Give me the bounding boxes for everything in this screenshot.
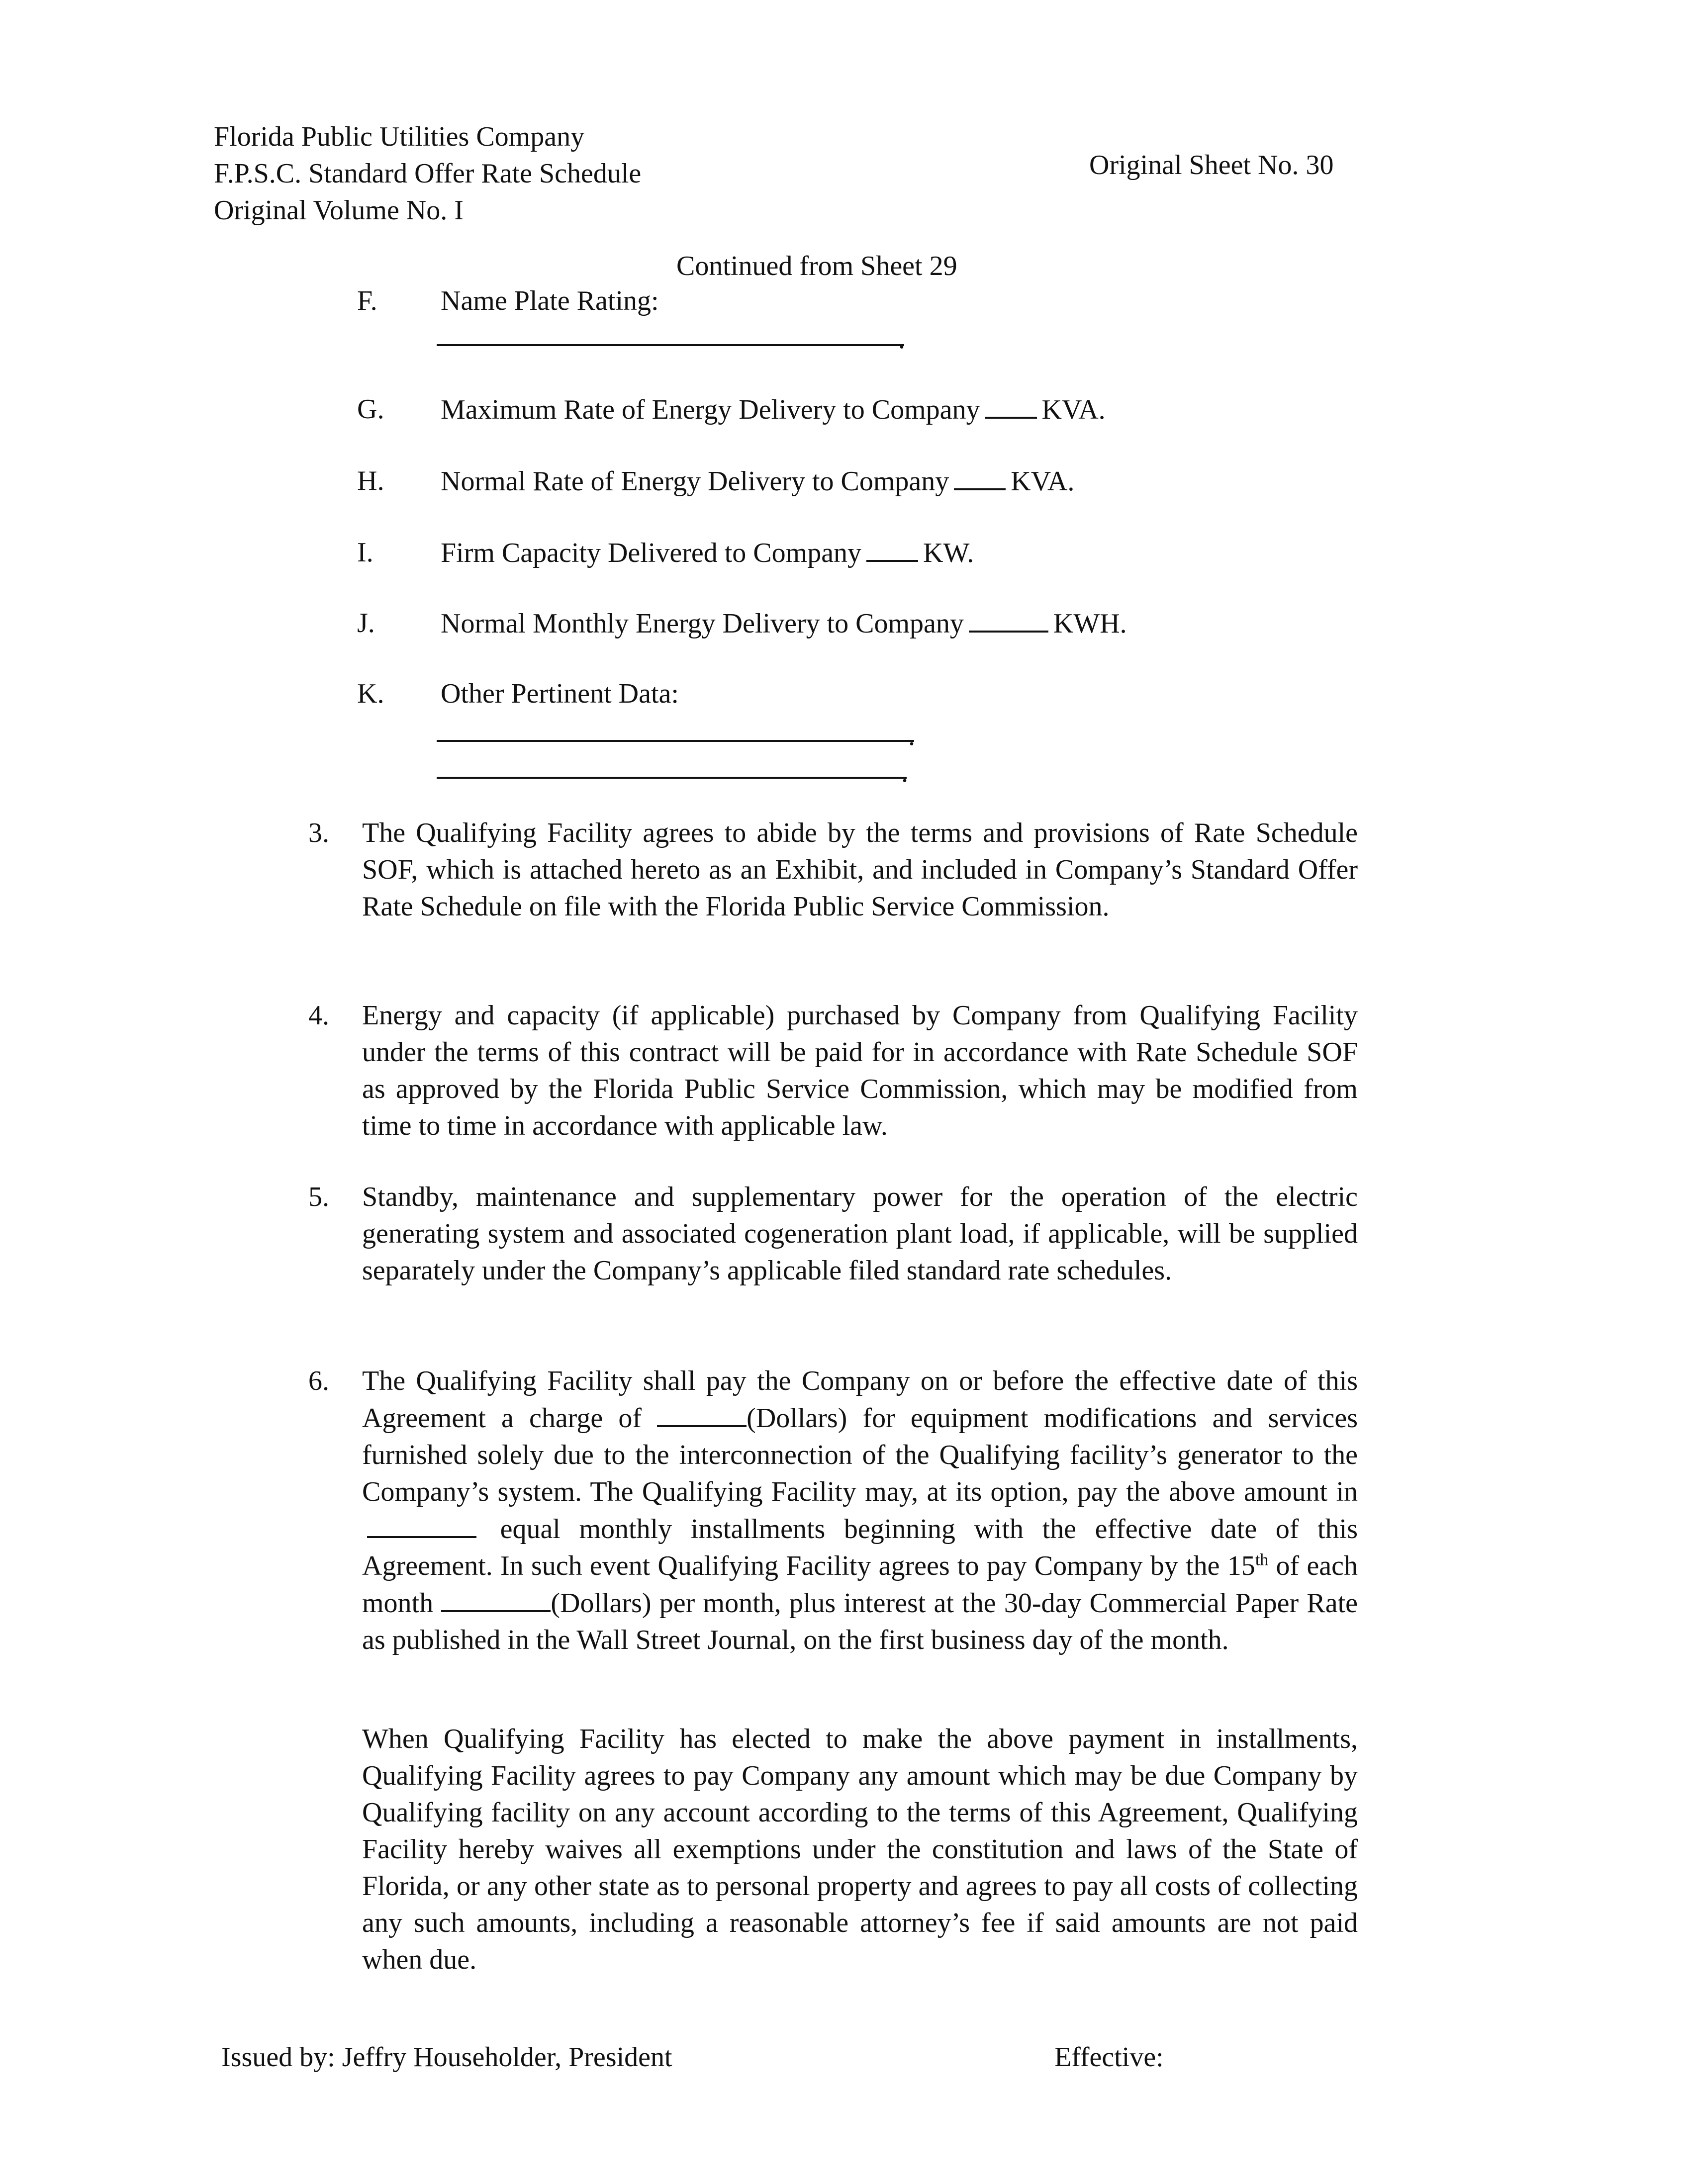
normal-rate-blank[interactable] [954, 462, 1006, 490]
text-fragment: (Dollars) for equipment modifications and services furnished solely due to the interconnection of the Qualifying facility’s generator to the Company’s system. The Qualifying Facility may, at its option, pay the above amount in [362, 1403, 1358, 1507]
paragraph-text: Standby, maintenance and supplementary power for the operation of the electric generating system and associated cogeneration plant load, if applicable, will be supplied separately under the Company’s applicable filed standard rate schedules. [362, 1182, 1358, 1286]
field-label: Name Plate Rating: [441, 285, 659, 316]
ordinal-suffix: th [1255, 1550, 1269, 1569]
field-label: Normal Monthly Energy Delivery to Company [441, 608, 964, 639]
blank-period: . [908, 721, 915, 751]
charge-amount-blank[interactable] [657, 1399, 747, 1427]
field-letter: F. [357, 285, 377, 316]
volume-number: Original Volume No. I [214, 195, 464, 226]
paragraph-number: 3. [308, 818, 329, 848]
paragraph-number: 6. [308, 1365, 329, 1396]
field-label: Normal Rate of Energy Delivery to Company [441, 466, 949, 497]
field-label: Firm Capacity Delivered to Company [441, 538, 862, 568]
field-unit: KWH. [1053, 608, 1127, 639]
max-rate-blank[interactable] [985, 391, 1037, 419]
paragraph-number: 4. [308, 1000, 329, 1031]
field-letter: H. [357, 465, 384, 496]
other-data-blank-2[interactable] [437, 777, 907, 779]
blank-period: . [901, 757, 908, 788]
blank-period: . [898, 324, 905, 355]
firm-capacity-blank[interactable] [866, 534, 918, 562]
monthly-energy-blank[interactable] [969, 605, 1048, 633]
paragraph-number: 5. [308, 1182, 329, 1212]
field-label: Other Pertinent Data: [441, 678, 679, 709]
field-letter: G. [357, 394, 384, 425]
name-plate-blank[interactable] [437, 344, 904, 346]
field-label: Maximum Rate of Energy Delivery to Company [441, 394, 980, 425]
paragraph-text [362, 1363, 1358, 1658]
paragraph-text: The Qualifying Facility agrees to abide by the terms and provisions of Rate Schedule SOF, which is attached hereto as an Exhibit, and included in Company’s Standard Offer Rate Schedule on file with the Florida Public Service Commission. [362, 818, 1358, 922]
field-unit: KW. [923, 538, 974, 568]
schedule-name: F.P.S.C. Standard Offer Rate Schedule [214, 158, 642, 189]
issued-by: Issued by: Jeffry Householder, President [221, 2042, 672, 2073]
letterhead [214, 118, 641, 229]
installments-count-blank[interactable] [367, 1510, 476, 1538]
monthly-payment-blank[interactable] [441, 1584, 551, 1612]
field-letter: J. [357, 608, 375, 638]
paragraph-text: When Qualifying Facility has elected to make the above payment in installments, Qualifying Facility agrees to pay Company any amount which may be due Company by Qualifying facility on any account according to the terms of this Agreement, Qualifying Facility hereby waives all exemptions under the constitution and laws of the State of Florida, or any other state as to personal property and agrees to pay all costs of collecting any such amounts, including a reasonable attorney’s fee if said amounts are not paid when due. [362, 1724, 1358, 1975]
text-fragment: The Qualifying Facility shall pay the Company on or before the effective date of this Agreement a charge of [362, 1365, 1358, 1434]
sheet-number: Original Sheet No. 30 [1089, 150, 1334, 181]
field-letter: K. [357, 678, 384, 709]
field-letter: I. [357, 537, 374, 568]
company-name: Florida Public Utilities Company [214, 121, 585, 152]
text-fragment: of each month [362, 1550, 1358, 1619]
continued-note: Continued from Sheet 29 [676, 251, 957, 281]
effective-date: Effective: [1054, 2042, 1164, 2073]
text-fragment: equal monthly installments beginning with the effective date of this Agreement. In such event Qualifying Facility agrees to pay Company by the 15 [362, 1514, 1358, 1581]
field-unit: KVA. [1041, 394, 1106, 425]
field-unit: KVA. [1011, 466, 1075, 497]
other-data-blank-1[interactable] [437, 740, 914, 742]
paragraph-text: Energy and capacity (if applicable) purchased by Company from Qualifying Facility under the terms of this contract will be paid for in accordance with Rate Schedule SOF as approved by the Florida Public Service Commission, which may be modified from time to time in accordance with applicable law. [362, 1000, 1358, 1141]
text-fragment: (Dollars) per month, plus interest at the 30-day Commercial Paper Rate as published in the Wall Street Journal, on the first business day of the month. [362, 1588, 1358, 1655]
